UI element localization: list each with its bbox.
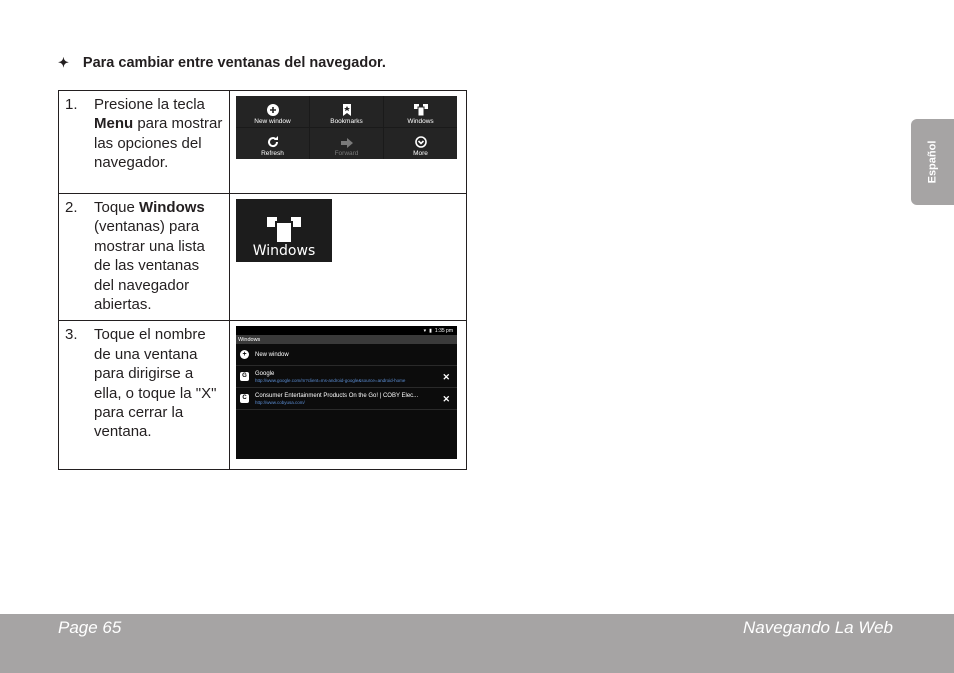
close-icon: ✕ (442, 372, 450, 383)
heading-text: Para cambiar entre ventanas del navegador. (82, 55, 386, 71)
windows-stack-icon (267, 217, 301, 243)
menu-windows: Windows (384, 96, 457, 127)
bullet-icon: ✦ (58, 55, 69, 70)
step-row-1: 1. Presione la tecla Menu para mostrar las opciones del navegador. New window Bookmarks Windows Refresh Forward More (59, 91, 467, 194)
windows-stack-icon (414, 104, 428, 116)
page-number: Page 65 (58, 618, 122, 637)
status-bar (236, 326, 457, 335)
steps-table (58, 90, 467, 470)
windows-list-screenshot (236, 326, 457, 459)
battery-icon: ▮ (429, 327, 432, 334)
menu-refresh: Refresh (236, 128, 309, 159)
menu-more: More (384, 128, 457, 159)
list-item: G Google http://www.google.com/m?client=ms-android-google&source=android-home ✕ (236, 366, 457, 388)
coby-favicon-icon: C (240, 394, 249, 403)
menu-bookmarks: Bookmarks (310, 96, 383, 127)
language-label: Español (926, 140, 939, 184)
wifi-icon: ▾ (423, 327, 427, 334)
new-window-row: + New window (236, 344, 457, 366)
windows-label: Windows (252, 243, 316, 259)
google-favicon-icon: G (240, 372, 249, 381)
step-number: 3. (65, 326, 78, 344)
browser-menu-screenshot (236, 96, 457, 159)
language-tab (911, 119, 954, 205)
step-number: 1. (65, 96, 78, 113)
step-number: 2. (65, 199, 78, 216)
step-row-3: 3. Toque el nombre de una ventana para dirigirse a ella, o toque la "X" para cerrar la ventana. ▾ ▮ 1:35 pm Windows + New window G Google http://www.google.com/m?client=ms-android-google&source=android-home ✕ C Consumer Entertainment Products On the Go! | COBY Elec... http://www.cobyusa.com/ ✕ (59, 321, 467, 470)
refresh-icon (267, 136, 279, 148)
page-footer (0, 614, 954, 673)
key-name: Windows (139, 199, 205, 216)
menu-new-window: New window (236, 96, 309, 127)
windows-button-screenshot (236, 199, 332, 262)
list-title: Windows (236, 335, 457, 344)
section-heading (58, 55, 386, 71)
clock: 1:35 pm (434, 327, 453, 334)
bookmark-icon (342, 104, 352, 116)
plus-circle-icon: + (240, 350, 249, 359)
key-name: Menu (94, 115, 134, 133)
menu-forward: Forward (310, 128, 383, 159)
chevron-down-circle-icon (415, 136, 427, 148)
list-item: C Consumer Entertainment Products On the Go! | COBY Elec... http://www.cobyusa.com/ ✕ (236, 388, 457, 410)
arrow-right-icon (341, 138, 353, 148)
step-row-2: 2. Toque Windows (ventanas) para mostrar una lista de las ventanas del navegador abiertas. Windows (59, 194, 467, 321)
section-title: Navegando La Web (743, 618, 893, 637)
plus-circle-icon (267, 104, 279, 116)
close-icon: ✕ (442, 394, 450, 405)
